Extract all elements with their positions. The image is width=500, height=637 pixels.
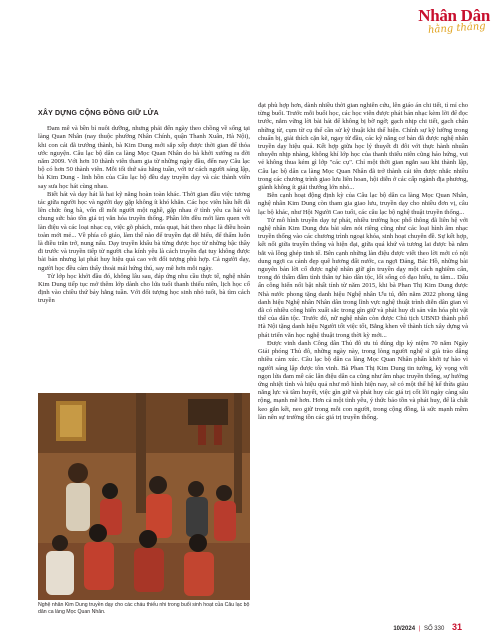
page-number: 31 (451, 622, 462, 632)
logo-subtitle: hằng tháng (427, 21, 487, 36)
photo-caption: Nghệ nhân Kim Dung truyền dạy cho các cháu thiếu nhi trong buổi sinh hoạt của Câu lạc bộ dân ca làng Mọc Quan Nhân. (38, 602, 250, 615)
footer-separator: | (418, 626, 421, 632)
issue-number: SỐ 330 (423, 626, 445, 632)
paragraph: Đam mê và bền bỉ nuôi dưỡng, nhưng phải đến ngày theo chồng về sống tại làng Quan Nhân (nay thuộc phường Nhân Chính, quận Thanh Xuân, Hà Nội), khi con cái đã trưởng thành, bà Kim Dung mới sắp xếp được thời gian để thỏa ước nguyện. Câu lạc bộ dân ca làng Mọc Quan Nhân do bà khởi xướng ra đời năm 2009. Với hơn 10 thành viên tham gia từ những ngày đầu, đến nay Câu lạc bộ có hơn 50 thành viên. Mỗi tối thứ sáu hằng tuần, với tư cách người sáng lập, bà Kim Dung - linh hồn của Câu lạc bộ đều dạy truyền dạy và các thành viên say sưa học hát cùng nhau. (38, 125, 250, 190)
masthead-logo (408, 6, 490, 40)
section-heading: XÂY DỰNG CỘNG ĐỒNG GIỮ LỬA (38, 110, 159, 117)
paragraph: Biết hát và dạy hát là hai kỹ năng hoàn toàn khác. Thời gian đầu việc tương tác giữa người học và người dạy gặp không ít khó khăn. Các học viên hầu hết đã lên chức ông bà, vốn dĩ mỗi người một nghề, gặp nhau ở tình yêu ca hát và chung sức bảo tồn giá trị văn hóa truyền thống. Phần lớn đều mới làm quen với làn điệu và các loại nhạc cụ, việc gõ phách, múa quạt, hát theo nhạc là điều hoàn toàn mới mẻ... Về phía cô giáo, làm thế nào để truyền đạt dễ hiểu, để thấm luôn là điều trăn trở, nung nấu. Dạy truyền khẩu bà từng được học từ những bậc thầy đi trước và truyền tiếp từ người cha kính yêu là cách truyền đạt tuy không được bài bản nhưng lại phát huy hiệu quả cao với đối tượng phù hợp. Cả người dạy, người học đều cảm thấy thoải mái hứng thú, say mê hơn mỗi ngày. (38, 190, 250, 272)
logo-title: Nhân Dân (418, 6, 490, 25)
paragraph: Được vinh danh Công dân Thủ đô ưu tú đúng dịp kỷ niệm 70 năm Ngày Giải phóng Thủ đô, những ngày này, trong lòng người nghệ sĩ già trào dâng nhiều cảm xúc. Câu lạc bộ dân ca làng Mọc Quan Nhân phấn khởi tự hào vì người sáng lập được tôn vinh. Bà Phan Thị Kim Dung tin tưởng, kỳ vọng với ngọn lửa đam mê các lân điệu dân ca cũng như âm nhạc truyền thống, sự hưởng ứng nhiệt tình và hiệu quả như mô hình hiện nay, sẽ có một thế hệ kế thừa giàu năng lực và tâm huyết, việc gìn giữ và phát huy các giá trị cốt lõi ngày càng sâu rộng, mạnh mẽ hơn. Hơn cả một tình yêu, ý thức bảo tồn và phát huy, để là chất keo gắn kết, neo giữ trong mỗi con người, trong cộng đồng, là sức mạnh mềm làn nên sự trường tồn các giá trị truyền thống. (258, 339, 468, 421)
paragraph: Từ mô hình truyền dạy tự phát, nhiều trường học phổ thông đã liên hệ với nghệ nhân Kim Dung đưa bài sắm nói riêng cũng như các loại hình âm nhạc truyền thống vào các chương trình ngoại khóa, sinh hoạt chuyên đề. Sự kết hợp, kết nối giữa truyền thống và hiện đại, giữa quá khứ và tương lai được bà nắm bắt và lồng ghép tinh tế. Bên cạnh những làn điệu được viết theo lời mới có nội dung ngợi ca cảnh đẹp quê hương đất nước, ca ngợi Đảng, Bác Hồ, những bài nguyên bản lời cổ được nghệ nhân giữ gìn truyền dạy một cách nghiêm cẩn, trong đó thấm đẫm tình thân tự hào dân tộc, lối sống có đạo hiếu, tu tâm... Dấu ấn công hiến nổi bật nhất tính từ năm 2015, khi bà Phan Thị Kim Dung được Nhà nước phong tặng danh hiệu Nghệ nhân Ưu tú, đến năm 2022 phong tặng danh hiệu Nghệ nhân Nhân dân trong lĩnh vực nghệ thuật trình diễn dân gian vì đã có nhiều công hiến xuất sắc trong gìn giữ và phát huy di sản văn hóa phi vật thể của dân tộc. Trước đó, nữ nghệ nhân còn được Chủ tịch UBND thành phố Hà Nội tặng danh hiệu Người tốt việc tốt, Bằng khen về thành tích xây dựng và phát triển văn học nghệ thuật trong thời kỳ mới... (258, 216, 468, 339)
article-photo (38, 393, 250, 600)
issue-date: 10/2024 (393, 626, 416, 632)
article-column-right (258, 102, 468, 422)
photo-illustration (38, 393, 250, 600)
paragraph: Bên cạnh hoạt động định kỳ của Câu lạc bộ dân ca làng Mọc Quan Nhân, nghệ nhân Kim Dung còn tham gia giao lưu, truyền dạy cho nhiều đơn vị, câu lạc bộ khác, như Hội Người Cao tuổi, các câu lạc bộ nghệ thuật truyền thống... (258, 192, 468, 216)
paragraph: Từ lớp học khởi đầu đó, không lâu sau, đáp ứng nhu cầu thực tế, nghệ nhân Kim Dung tiếp tục mở thêm lớp dành cho lứa tuổi thanh thiếu niên, lịch học cố định vào chiều thứ bảy hằng tuần. Với đối tượng học sinh nhỏ tuổi, bà tìm cách truyền (38, 272, 250, 305)
page-footer (393, 622, 462, 632)
article-column-left (38, 110, 250, 306)
paragraph: đạt phù hợp hơn, dành nhiều thời gian nghiên cứu, lên giáo án chi tiết, tỉ mỉ cho từng buổi. Trước mỗi buổi học, các học viên được phát bản nhạc kèm lời để đọc trước, nắm vững lời bài hát để không bị bỡ ngỡ; gạch nhịp chi tiết, gạch chân những từ, cụm từ cụ thể cần sử kỹ thuật khi thể hiện. Chính sự kỹ lưỡng trong chuẩn bị, giải thích cặn kẽ, ngay từ đầu, các kỹ năng cơ bản đã được nghệ nhân truyền dạy hiệu quả. Kết hợp giữa học lý thuyết đi đôi với thực hành nhuần nhuyễn nhịp nhàng, không khí lớp học của thanh thiếu niên cũng háo hứng, vui vẻ không thua kém gì lớp "các cụ". Chỉ một thời gian ngắn sau khi thành lập, Câu lạc bộ dân ca làng Mọc Quan Nhân đã trở thành cái tên được nhắc nhiều trong các chương trình giao lưu liên hoan, hội diễn ở các cấp ngành địa phương, giành không ít giải thưởng lớn nhỏ... (258, 102, 468, 192)
